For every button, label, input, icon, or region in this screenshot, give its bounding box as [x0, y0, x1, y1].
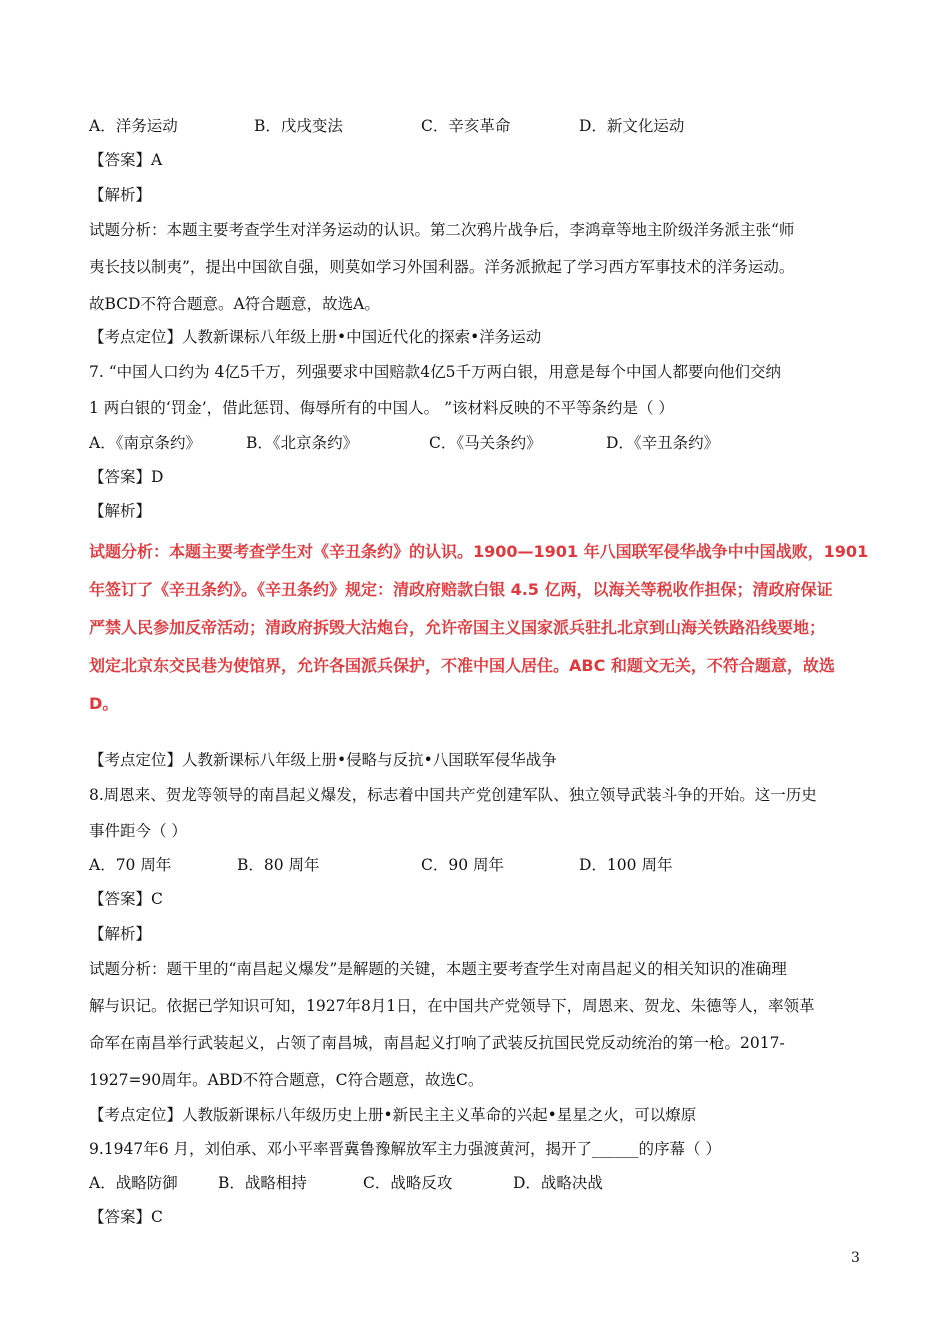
q8-options [89, 855, 869, 875]
q6-option-c: C．辛亥革命 [421, 117, 511, 135]
q8-analysis-line-1: 试题分析：题干里的“南昌起义爆发”是解题的关键，本题主要考查学生对南昌起义的相关知识的准确理 [89, 960, 787, 978]
q7-stem-line-1: 7. “中国人口约为 4亿5千万，列强要求中国赔款4亿5千万两白银，用意是每个中国人都要向他们交纳 [89, 363, 782, 381]
q6-option-d: D．新文化运动 [579, 117, 685, 135]
q8-analysis-line-3: 命军在南昌举行武装起义，占领了南昌城，南昌起义打响了武装反抗国民党反动统治的第一枪。2017- [89, 1034, 785, 1052]
q8-analysis-line-4: 1927=90周年。ABD不符合题意，C符合题意，故选C。 [89, 1071, 484, 1089]
q8-analysis-line-2: 解与识记。依据已学知识可知，1927年8月1日，在中国共产党领导下，周恩来、贺龙、朱德等人，率领革 [89, 997, 815, 1015]
q9-option-b: B．战略相持 [218, 1174, 307, 1192]
q9-option-d: D．战略决战 [513, 1174, 603, 1192]
q9-option-a: A．战略防御 [89, 1174, 178, 1192]
q9-option-c: C．战略反攻 [363, 1174, 453, 1192]
q8-kaodian: 【考点定位】人教版新课标八年级历史上册•新民主主义革命的兴起•星星之火，可以燎原 [89, 1106, 697, 1124]
page-number: 3 [851, 1250, 860, 1266]
q7-analysis-line-3: 严禁人民参加反帝活动；清政府拆毁大沽炮台，允许帝国主义国家派兵驻扎北京到山海关铁路沿线要地； [89, 618, 826, 637]
q6-analysis-label: 【解析】 [89, 186, 152, 204]
q8-option-a: A．70 周年 [89, 856, 172, 874]
q6-kaodian: 【考点定位】人教新课标八年级上册•中国近代化的探索•洋务运动 [89, 328, 542, 346]
q8-stem-line-2: 事件距今（ ） [89, 822, 187, 840]
q7-option-d: D．《辛丑条约》 [606, 434, 720, 452]
q6-option-b: B．戊戌变法 [254, 117, 343, 135]
q9-answer: 【答案】C [89, 1208, 163, 1226]
q6-option-a: A．洋务运动 [89, 117, 178, 135]
q7-option-a: A．《南京条约》 [89, 434, 201, 452]
q9-options [89, 1173, 869, 1193]
q7-analysis-line-4: 划定北京东交民巷为使馆界，允许各国派兵保护，不准中国人居住。ABC 和题文无关，不符合题意，故选 [89, 656, 835, 675]
q7-stem-line-2: 1 两白银的‘罚金’，借此惩罚、侮辱所有的中国人。 ”该材料反映的不平等条约是（ ） [89, 399, 674, 417]
q7-analysis-line-5: D。 [89, 694, 119, 713]
q7-analysis-line-2: 年签订了《辛丑条约》。《辛丑条约》规定：清政府赔款白银 4.5 亿两，以海关等税收作担保；清政府保证 [89, 580, 833, 599]
q9-stem: 9.1947年6 月，刘伯承、邓小平率晋冀鲁豫解放军主力强渡黄河，揭开了______的序幕（ ） [89, 1140, 721, 1158]
q6-answer: 【答案】A [89, 151, 163, 169]
q7-option-b: B．《北京条约》 [246, 434, 359, 452]
q8-stem-line-1: 8.周恩来、贺龙等领导的南昌起义爆发，标志着中国共产党创建军队、独立领导武装斗争的开始。这一历史 [89, 786, 817, 804]
q6-analysis-line-2: 夷长技以制夷”，提出中国欲自强，则莫如学习外国利器。洋务派掀起了学习西方军事技术的洋务运动。 [89, 258, 795, 276]
q8-option-b: B．80 周年 [237, 856, 320, 874]
q7-option-c: C．《马关条约》 [429, 434, 542, 452]
q8-option-c: C．90 周年 [421, 856, 505, 874]
q7-kaodian: 【考点定位】人教新课标八年级上册•侵略与反抗•八国联军侵华战争 [89, 751, 557, 769]
q7-answer: 【答案】D [89, 468, 164, 486]
q7-options [89, 433, 869, 453]
q8-option-d: D．100 周年 [579, 856, 673, 874]
q6-analysis-line-3: 故BCD不符合题意。A符合题意，故选A。 [89, 295, 380, 313]
q6-options [89, 116, 869, 136]
q6-analysis-line-1: 试题分析：本题主要考查学生对洋务运动的认识。第二次鸦片战争后，李鸿章等地主阶级洋务派主张“师 [89, 221, 795, 239]
q8-analysis-label: 【解析】 [89, 925, 152, 943]
q7-analysis-label: 【解析】 [89, 502, 152, 520]
q8-answer: 【答案】C [89, 890, 163, 908]
q7-analysis-line-1: 试题分析：本题主要考查学生对《辛丑条约》的认识。1900—1901 年八国联军侵华战争中中国战败，1901 [89, 542, 869, 561]
